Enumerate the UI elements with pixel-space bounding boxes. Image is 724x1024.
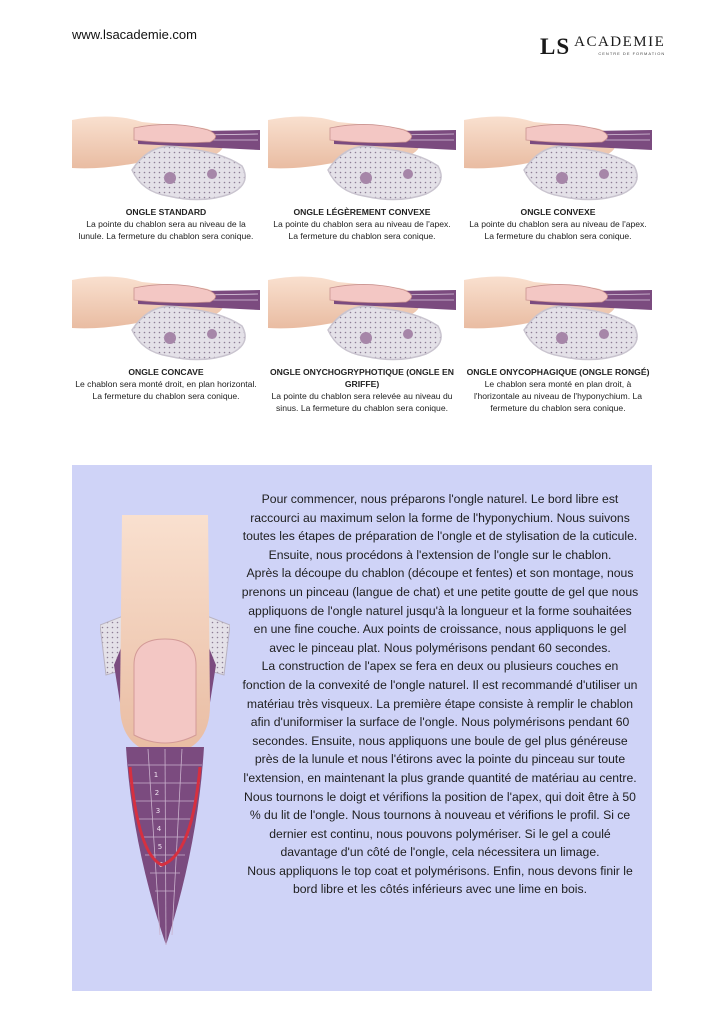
instructions-text: [240, 490, 640, 899]
nail-convex-illustration: [464, 110, 652, 206]
card-title: ONGLE CONCAVE: [128, 367, 204, 377]
card-title: ONGLE STANDARD: [125, 207, 207, 217]
instruction-paragraph: Pour commencer, nous préparons l'ongle naturel. Le bord libre est raccourci au maximum selon la forme de l'hyponychium. Nous suivons toutes les étapes de préparation de l'ongle et de stylisation de la cuticule. Ensuite, nous procédons à l'extension de l'ongle sur le chablon.: [242, 492, 638, 562]
nail-concave-illustration: [72, 270, 260, 366]
card-title: ONGLE ONYCHOGRYPHOTIQUE (ONGLE EN GRIFFE): [270, 367, 454, 389]
card-text: Le chablon sera monté droit, en plan horizontal. La fermeture du chablon sera conique.: [75, 379, 257, 401]
logo-wordmark: ACADEMIE: [574, 34, 666, 50]
logo-initials: LS: [540, 34, 571, 59]
nail-card-concave: [72, 270, 260, 402]
card-text: La pointe du chablon sera au niveau de l'apex. La fermeture du chablon sera conique.: [273, 219, 451, 241]
nail-card-standard: [72, 110, 260, 242]
form-number: 4: [156, 825, 162, 833]
instruction-paragraph: La construction de l'apex se fera en deux ou plusieurs couches en fonction de la convexité de l'ongle naturel. Il est recommandé d'utiliser un matériau très visqueux. La première étape consiste à remplir le chablon afin d'uniformiser la surface de l'ongle. Nous polymérisons pendant 60 secondes. Ensuite, nous appliquons une boule de gel plus généreuse près de la lunule et nous l'étirons avec la pointe du pinceau sur toute l'extension, en maintenant la plus grande quantité de matériau au centre. Nous tournons le doigt et vérifions la position de l'apex, qui doit être à 50 % du lit de l'ongle. Nous tournons à nouveau et vérifions le profil. Si ce dernier est continu, nous pouvons polymériser. Si le gel a coulé davantage d'un côté de l'ongle, cela nécessitera un limage.: [242, 659, 638, 860]
nail-card-slightly-convex: [268, 110, 456, 242]
finger-with-nail-form-illustration: [100, 515, 230, 955]
card-text: La pointe du chablon sera au niveau de la lunule. La fermeture du chablon sera conique.: [78, 219, 254, 241]
card-title: ONGLE ONYCOPHAGIQUE (ONGLE RONGÉ): [466, 367, 650, 377]
nail-card-convex: [464, 110, 652, 242]
nail-card-bitten: [464, 270, 652, 414]
nail-claw-illustration: [268, 270, 456, 366]
form-number: 5: [157, 843, 163, 851]
card-text: La pointe du chablon sera au niveau de l'apex. La fermeture du chablon sera conique.: [469, 219, 647, 241]
nail-bitten-illustration: [464, 270, 652, 366]
card-text: Le chablon sera monté en plan droit, à l'horizontale au niveau de l'hyponychium. La fermeture du chablon sera conique.: [473, 379, 643, 413]
form-number: 6: [158, 861, 164, 869]
nail-card-claw: [268, 270, 456, 414]
logo-subtitle: CENTRE DE FORMATION: [598, 51, 666, 56]
nail-slightly-convex-illustration: [268, 110, 456, 206]
card-text: La pointe du chablon sera relevée au niveau du sinus. La fermeture du chablon sera conique.: [271, 391, 453, 413]
card-title: ONGLE LÉGÈREMENT CONVEXE: [293, 207, 431, 217]
instruction-paragraph: Nous appliquons le top coat et polymérisons. Enfin, nous devons finir le bord libre et les côtés inférieurs avec une lime en bois.: [247, 863, 633, 897]
instruction-paragraph: Après la découpe du chablon (découpe et fentes) et son montage, nous prenons un pinceau (langue de chat) et une petite goutte de gel que nous appliquons de l'ongle naturel jusqu'à la longueur et la forme souhaitées en une fine couche. Aux points de croissance, nous appliquons le gel avec le pinceau plat. Nous polymérisons pendant 60 secondes.: [241, 566, 639, 655]
card-title: ONGLE CONVEXE: [520, 207, 596, 217]
form-number: 3: [155, 807, 161, 815]
site-url[interactable]: www.lsacademie.com: [72, 27, 197, 42]
nail-standard-illustration: [72, 110, 260, 206]
instructions-panel: [72, 465, 652, 991]
form-number: 1: [153, 771, 159, 779]
brand-logo: [540, 35, 665, 57]
form-number: 2: [154, 789, 160, 797]
